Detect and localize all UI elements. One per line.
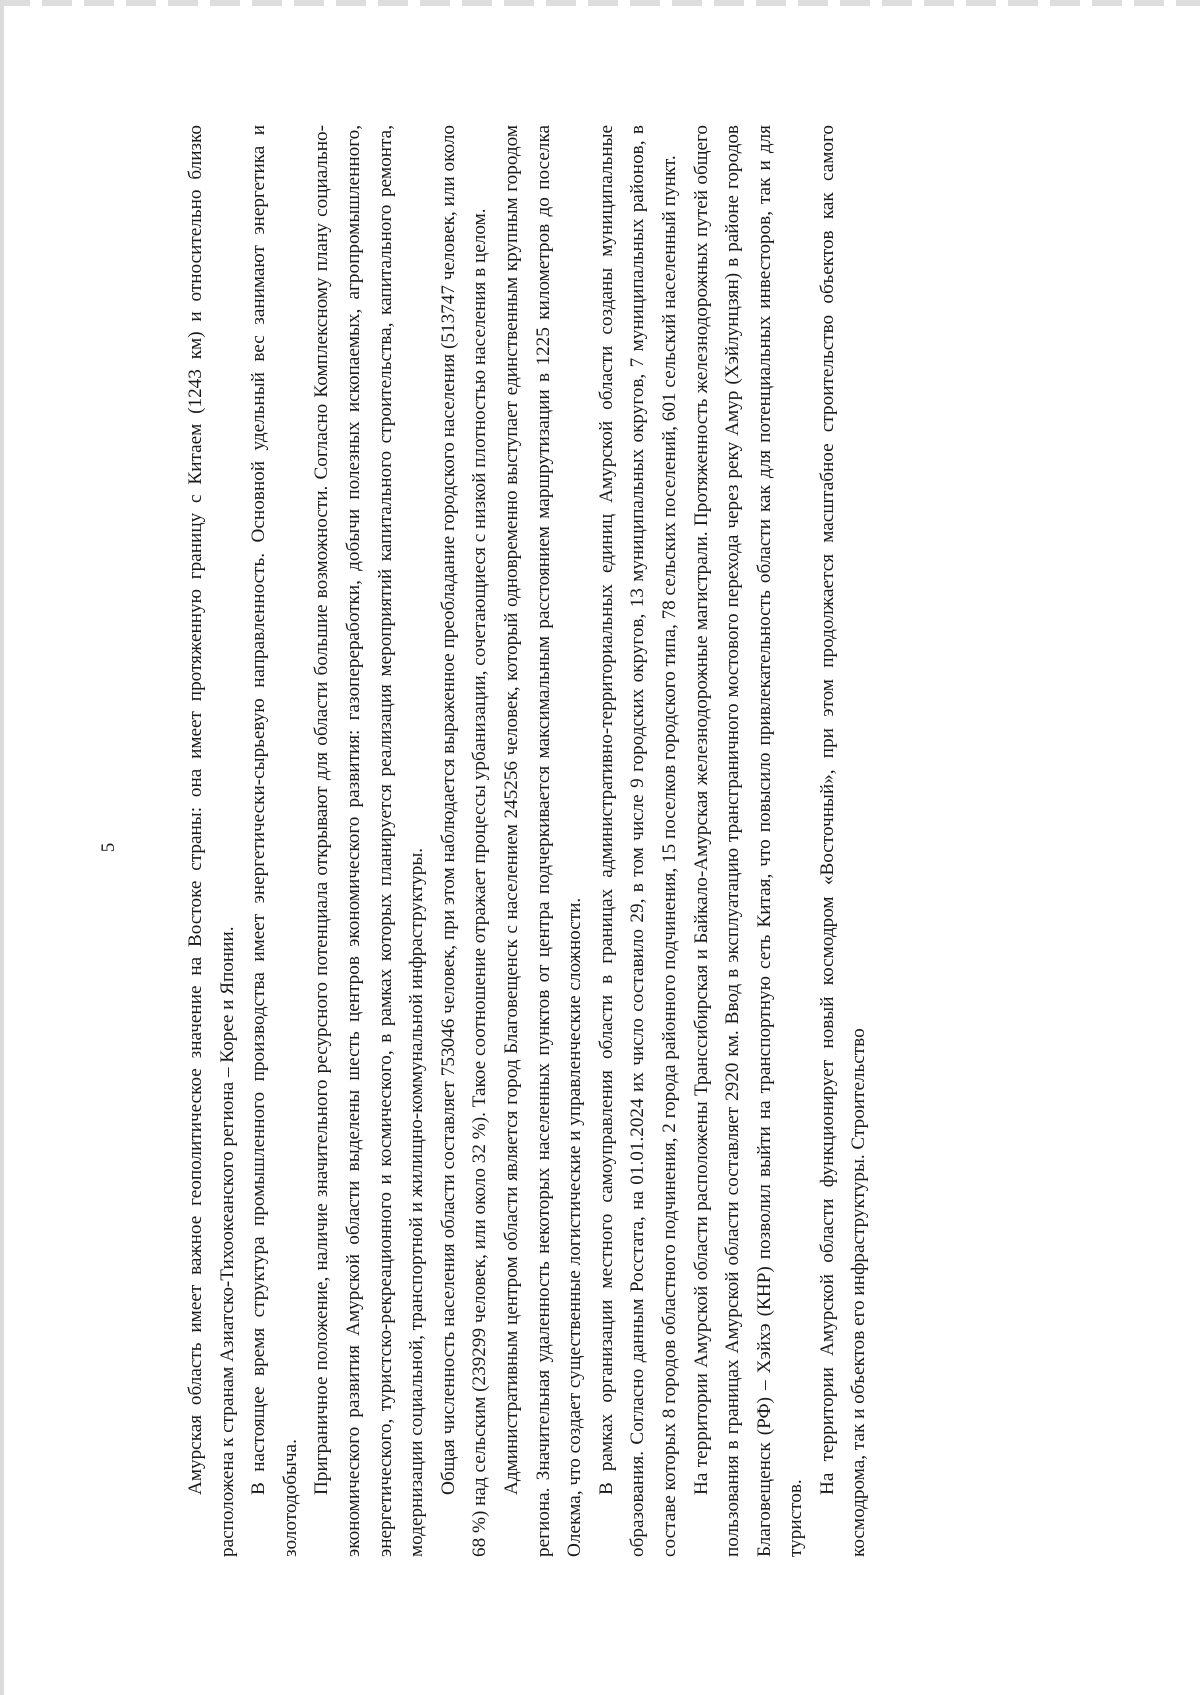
paragraph-development-centers: Приграничное положение, наличие значительного ресурсного потенциала открывают для области большие возможности. Согласно Комплексному плану социально-экономического развития Амурской области выделены шесть центров экономического развития: газопереработки, добычи полезных ископаемых, агропромышленного, энергетического, туристско-рекреационного и космического, в рамках которых планируется реализация мероприятий капитального строительства, капитального ремонта, модернизации социальной, транспортной и жилищно-коммунальной инфраструктуры.	[311, 125, 428, 1557]
paragraph-geopolitics: Амурская область имеет важное геополитическое значение на Востоке страны: она имеет протяженную границу с Китаем (1243 км) и относительно близко расположена к странам Азиатско-Тихоокеанского региона – Корее и Японии.	[185, 125, 238, 1557]
document-body	[180, 125, 875, 1557]
paragraph-industry-structure: В настоящее время структура промышленного производства имеет энергетически-сырьевую направленность. Основной удельный вес занимают энергетика и золотодобыча.	[248, 125, 301, 1557]
page-number: 5	[98, 842, 119, 853]
paragraph-cosmodrome: На территории Амурской области функционирует новый космодром «Восточный», при этом продолжается масштабное строительство объектов как самого космодрома, так и объектов его инфраструктуры. Строительство	[816, 125, 870, 1557]
paragraph-population: Общая численность населения области составляет 753046 человек, при этом наблюдается выраженное преобладание городского населения (513747 человек, или около 68 %) над сельским (239299 человек, или около 32 %). Такое соотношение отражает процессы урбанизации, сочетающиеся с низкой плотностью населения в целом.	[437, 125, 491, 1557]
paragraph-municipalities: В рамках организации местного самоуправления области в границах административно-территориальных единиц Амурской области созданы муниципальные образования. Согласно данным Росстата, на 01.01.2024 их число составило 29, в том числе 9 городских округов, 13 муниципальных округов, 7 муниципальных районов, в составе которых 8 городов областного подчинения, 2 города районного подчинения, 15 поселков городского типа, 78 сельских поселений, 601 сельский населенный пункт.	[595, 125, 680, 1557]
paragraph-administrative-center: Административным центром области является город Благовещенск с населением 245256 человек, который одновременно выступает единственным крупным городом региона. Значительная удаленность некоторых населенных пунктов от центра подчеркивается максимальным расстоянием маршрутизации в 1225 километров до поселка Олекма, что создает существенные логистические и управленческие сложности.	[500, 125, 586, 1557]
paragraph-railways: На территории Амурской области расположены Транссибирская и Байкало-Амурская железнодорожные магистрали. Протяженность железнодорожных путей общего пользования в границах Амурской области составляет 2920 км. Ввод в эксплуатацию трансграничного мостового перехода через реку Амур (Хэйлунцзян) в районе городов Благовещенск (РФ) – Хэйхэ (КНР) позволил выйти на транспортную сеть Китая, что повысило привлекательность области как для потенциальных инвесторов, так и для туристов.	[690, 125, 807, 1557]
